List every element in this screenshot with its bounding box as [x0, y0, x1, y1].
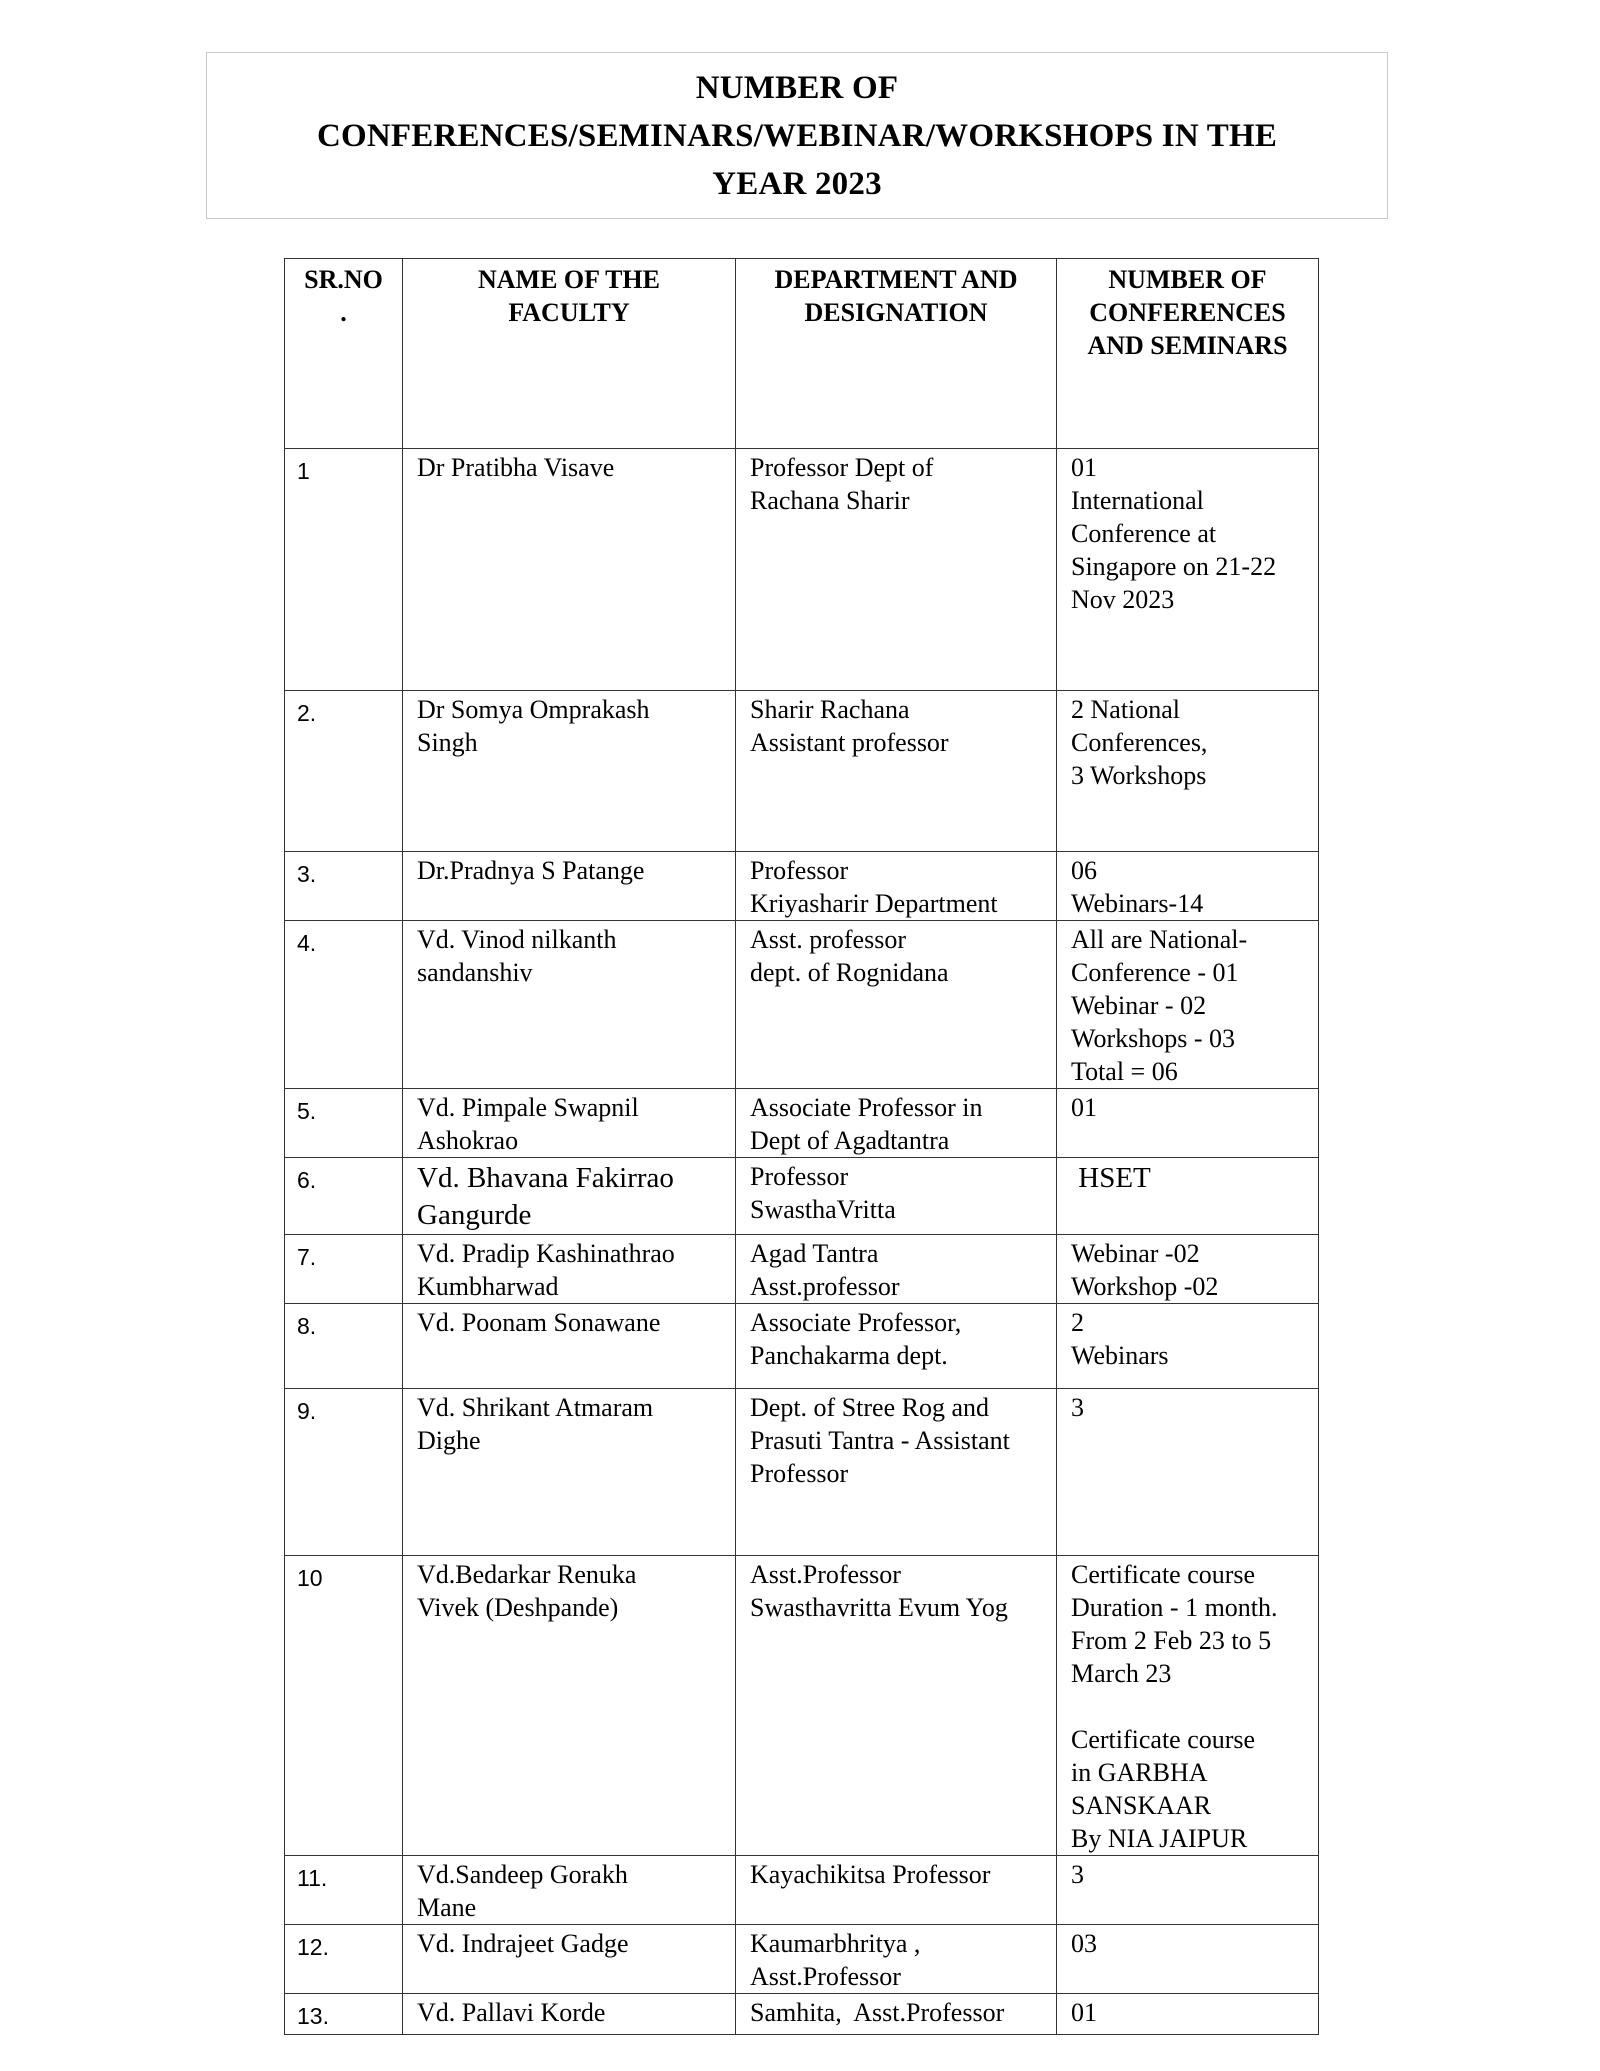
- faculty-name-cell: [403, 1304, 736, 1389]
- title-line: YEAR 2023: [712, 165, 882, 202]
- cell-line: Swasthavritta Evum Yog: [750, 1593, 1008, 1622]
- faculty-name-cell: [403, 852, 736, 921]
- cell-line: Asst. professor: [750, 925, 906, 954]
- cell-line: Singapore on 21-22: [1071, 552, 1277, 581]
- count-cell: [1057, 1235, 1319, 1304]
- sr-no-cell: [285, 1089, 403, 1158]
- cell-line: 8.: [297, 1313, 317, 1339]
- cell-line: Professor: [750, 856, 849, 885]
- cell-line: 3.: [297, 861, 317, 887]
- count-cell: [1057, 1389, 1319, 1556]
- count-cell: [1057, 1556, 1319, 1856]
- count-cell: [1057, 1158, 1319, 1235]
- cell-line: 3: [1071, 1393, 1084, 1422]
- faculty-name-cell: [403, 1235, 736, 1304]
- cell-line: 01: [1071, 1093, 1097, 1122]
- count-cell: [1057, 691, 1319, 852]
- cell-line: Webinars: [1071, 1341, 1169, 1370]
- cell-line: Vd.Sandeep Gorakh: [417, 1860, 628, 1889]
- faculty-name-cell: [403, 1856, 736, 1925]
- cell-line: Nov 2023: [1071, 585, 1175, 614]
- cell-line: Associate Professor,: [750, 1308, 962, 1337]
- cell-line: Dr Pratibha Visave: [417, 453, 615, 482]
- table-row: [285, 1994, 1319, 2035]
- cell-line: Dept. of Stree Rog and: [750, 1393, 990, 1422]
- cell-line: Associate Professor in: [750, 1093, 983, 1122]
- sr-no-cell: [285, 1235, 403, 1304]
- table-row: [285, 1304, 1319, 1389]
- cell-line: SwasthaVritta: [750, 1195, 896, 1224]
- department-cell: [736, 921, 1057, 1089]
- cell-line: Vd. Pradip Kashinathrao: [417, 1239, 675, 1268]
- cell-line: Webinar -02: [1071, 1239, 1200, 1268]
- table-row: [285, 1089, 1319, 1158]
- cell-line: 13.: [297, 2003, 329, 2029]
- cell-line: All are National-: [1071, 925, 1248, 954]
- cell-line: Vd. Indrajeet Gadge: [417, 1929, 629, 1958]
- count-cell: [1057, 1994, 1319, 2035]
- document-title-box: [206, 52, 1388, 219]
- cell-line: in GARBHA: [1071, 1758, 1208, 1787]
- cell-line: 10: [297, 1565, 323, 1591]
- cell-line: Asst.professor: [750, 1272, 900, 1301]
- cell-line: Certificate course: [1071, 1725, 1256, 1754]
- count-cell: [1057, 1925, 1319, 1994]
- department-cell: [736, 1158, 1057, 1235]
- cell-line: Sharir Rachana: [750, 695, 910, 724]
- cell-line: Conference - 01: [1071, 958, 1239, 987]
- cell-line: 4.: [297, 930, 317, 956]
- title-line: CONFERENCES/SEMINARS/WEBINAR/WORKSHOPS IN THE: [316, 117, 1278, 154]
- cell-line: Assistant professor: [750, 728, 949, 757]
- cell-line: Conference at: [1071, 519, 1217, 548]
- cell-line: Vd. Pimpale Swapnil: [417, 1093, 639, 1122]
- count-cell: [1057, 1304, 1319, 1389]
- cell-line: [1071, 1690, 1306, 1723]
- cell-line: 01: [1071, 453, 1097, 482]
- count-cell: [1057, 921, 1319, 1089]
- department-cell: [736, 1856, 1057, 1925]
- sr-no-cell: [285, 921, 403, 1089]
- cell-line: 1: [297, 458, 310, 484]
- cell-line: Vd. Pallavi Korde: [417, 1998, 606, 2027]
- cell-line: Dr Somya Omprakash: [417, 695, 650, 724]
- table-row: [285, 1556, 1319, 1856]
- cell-line: Rachana Sharir: [750, 486, 910, 515]
- table-row: [285, 691, 1319, 852]
- cell-line: 6.: [297, 1167, 317, 1193]
- sr-no-cell: [285, 1556, 403, 1856]
- cell-line: Asst.Professor: [750, 1560, 901, 1589]
- sr-no-cell: [285, 1158, 403, 1235]
- title-line: NUMBER OF: [695, 69, 899, 106]
- table-header-row: [285, 259, 1319, 449]
- faculty-name-cell: [403, 449, 736, 691]
- count-cell: [1057, 1856, 1319, 1925]
- faculty-name-cell: [403, 921, 736, 1089]
- cell-line: Dr.Pradnya S Patange: [417, 856, 645, 885]
- cell-line: Kaumarbhritya ,: [750, 1929, 921, 1958]
- cell-line: sandanshiv: [417, 958, 533, 987]
- cell-line: 3: [1071, 1860, 1084, 1889]
- cell-line: Singh: [417, 728, 478, 757]
- sr-no-cell: [285, 1994, 403, 2035]
- cell-line: Duration - 1 month.: [1071, 1593, 1278, 1622]
- count-cell: [1057, 449, 1319, 691]
- sr-no-cell: [285, 852, 403, 921]
- cell-line: 11.: [297, 1865, 328, 1891]
- cell-line: Vd.Bedarkar Renuka: [417, 1560, 637, 1589]
- cell-line: Kriyasharir Department: [750, 889, 998, 918]
- sr-no-cell: [285, 1925, 403, 1994]
- cell-line: Webinars-14: [1071, 889, 1204, 918]
- cell-line: Webinar - 02: [1071, 991, 1207, 1020]
- cell-line: Professor: [750, 1162, 849, 1191]
- cell-line: By NIA JAIPUR: [1071, 1824, 1248, 1853]
- cell-line: 01: [1071, 1998, 1097, 2027]
- cell-line: Kumbharwad: [417, 1272, 559, 1301]
- cell-line: Vd. Bhavana Fakirrao: [417, 1162, 674, 1194]
- table-row: [285, 1158, 1319, 1235]
- cell-line: Kayachikitsa Professor: [750, 1860, 991, 1889]
- sr-no-cell: [285, 449, 403, 691]
- cell-line: Vd. Shrikant Atmaram: [417, 1393, 654, 1422]
- cell-line: Asst.Professor: [750, 1962, 901, 1991]
- table-row: [285, 852, 1319, 921]
- header-sr-no: SR.NO .: [285, 259, 403, 449]
- cell-line: Ashokrao: [417, 1126, 519, 1155]
- faculty-name-cell: [403, 1158, 736, 1235]
- sr-no-cell: [285, 691, 403, 852]
- cell-line: 9.: [297, 1398, 317, 1424]
- department-cell: [736, 1304, 1057, 1389]
- table-row: [285, 1235, 1319, 1304]
- table-row: [285, 1389, 1319, 1556]
- cell-line: Agad Tantra: [750, 1239, 879, 1268]
- cell-line: 5.: [297, 1098, 317, 1124]
- cell-line: Workshops - 03: [1071, 1024, 1236, 1053]
- cell-line: From 2 Feb 23 to 5: [1071, 1626, 1272, 1655]
- cell-line: 2 National: [1071, 695, 1181, 724]
- faculty-name-cell: [403, 1389, 736, 1556]
- cell-line: Vd. Poonam Sonawane: [417, 1308, 661, 1337]
- cell-line: 12.: [297, 1934, 329, 1960]
- cell-line: Prasuti Tantra - Assistant: [750, 1426, 1010, 1455]
- faculty-name-cell: [403, 1925, 736, 1994]
- header-faculty-name: NAME OF THE FACULTY: [403, 259, 736, 449]
- sr-no-cell: [285, 1304, 403, 1389]
- count-cell: [1057, 852, 1319, 921]
- cell-line: Professor Dept of: [750, 453, 934, 482]
- cell-line: 2.: [297, 700, 317, 726]
- faculty-conferences-table: [284, 258, 1319, 2035]
- header-count: NUMBER OF CONFERENCES AND SEMINARS: [1057, 259, 1319, 449]
- cell-line: International: [1071, 486, 1204, 515]
- header-department: DEPARTMENT AND DESIGNATION: [736, 259, 1057, 449]
- department-cell: [736, 1994, 1057, 2035]
- cell-line: SANSKAAR: [1071, 1791, 1212, 1820]
- cell-line: Dighe: [417, 1426, 481, 1455]
- cell-line: Gangurde: [417, 1199, 532, 1231]
- table-row: [285, 1925, 1319, 1994]
- cell-line: Dept of Agadtantra: [750, 1126, 950, 1155]
- department-cell: [736, 691, 1057, 852]
- cell-line: Certificate course: [1071, 1560, 1256, 1589]
- department-cell: [736, 1925, 1057, 1994]
- faculty-name-cell: [403, 1089, 736, 1158]
- cell-line: 03: [1071, 1929, 1097, 1958]
- cell-line: dept. of Rognidana: [750, 958, 949, 987]
- cell-line: Vd. Vinod nilkanth: [417, 925, 617, 954]
- cell-line: March 23: [1071, 1659, 1172, 1688]
- cell-line: 7.: [297, 1244, 317, 1270]
- cell-line: Total = 06: [1071, 1057, 1178, 1086]
- cell-line: Professor: [750, 1459, 849, 1488]
- table-row: [285, 449, 1319, 691]
- faculty-name-cell: [403, 1556, 736, 1856]
- cell-line: HSET: [1071, 1162, 1151, 1194]
- department-cell: [736, 1089, 1057, 1158]
- cell-line: 3 Workshops: [1071, 761, 1207, 790]
- cell-line: Mane: [417, 1893, 477, 1922]
- faculty-name-cell: [403, 1994, 736, 2035]
- department-cell: [736, 852, 1057, 921]
- department-cell: [736, 1389, 1057, 1556]
- sr-no-cell: [285, 1856, 403, 1925]
- department-cell: [736, 1235, 1057, 1304]
- cell-line: 2: [1071, 1308, 1084, 1337]
- sr-no-cell: [285, 1389, 403, 1556]
- cell-line: Workshop -02: [1071, 1272, 1219, 1301]
- department-cell: [736, 449, 1057, 691]
- table-row: [285, 1856, 1319, 1925]
- department-cell: [736, 1556, 1057, 1856]
- cell-line: Samhita, Asst.Professor: [750, 1998, 1005, 2027]
- table-row: [285, 921, 1319, 1089]
- cell-line: Vivek (Deshpande): [417, 1593, 619, 1622]
- table-body: [285, 449, 1319, 2035]
- cell-line: Panchakarma dept.: [750, 1341, 948, 1370]
- faculty-name-cell: [403, 691, 736, 852]
- count-cell: [1057, 1089, 1319, 1158]
- cell-line: 06: [1071, 856, 1097, 885]
- cell-line: Conferences,: [1071, 728, 1208, 757]
